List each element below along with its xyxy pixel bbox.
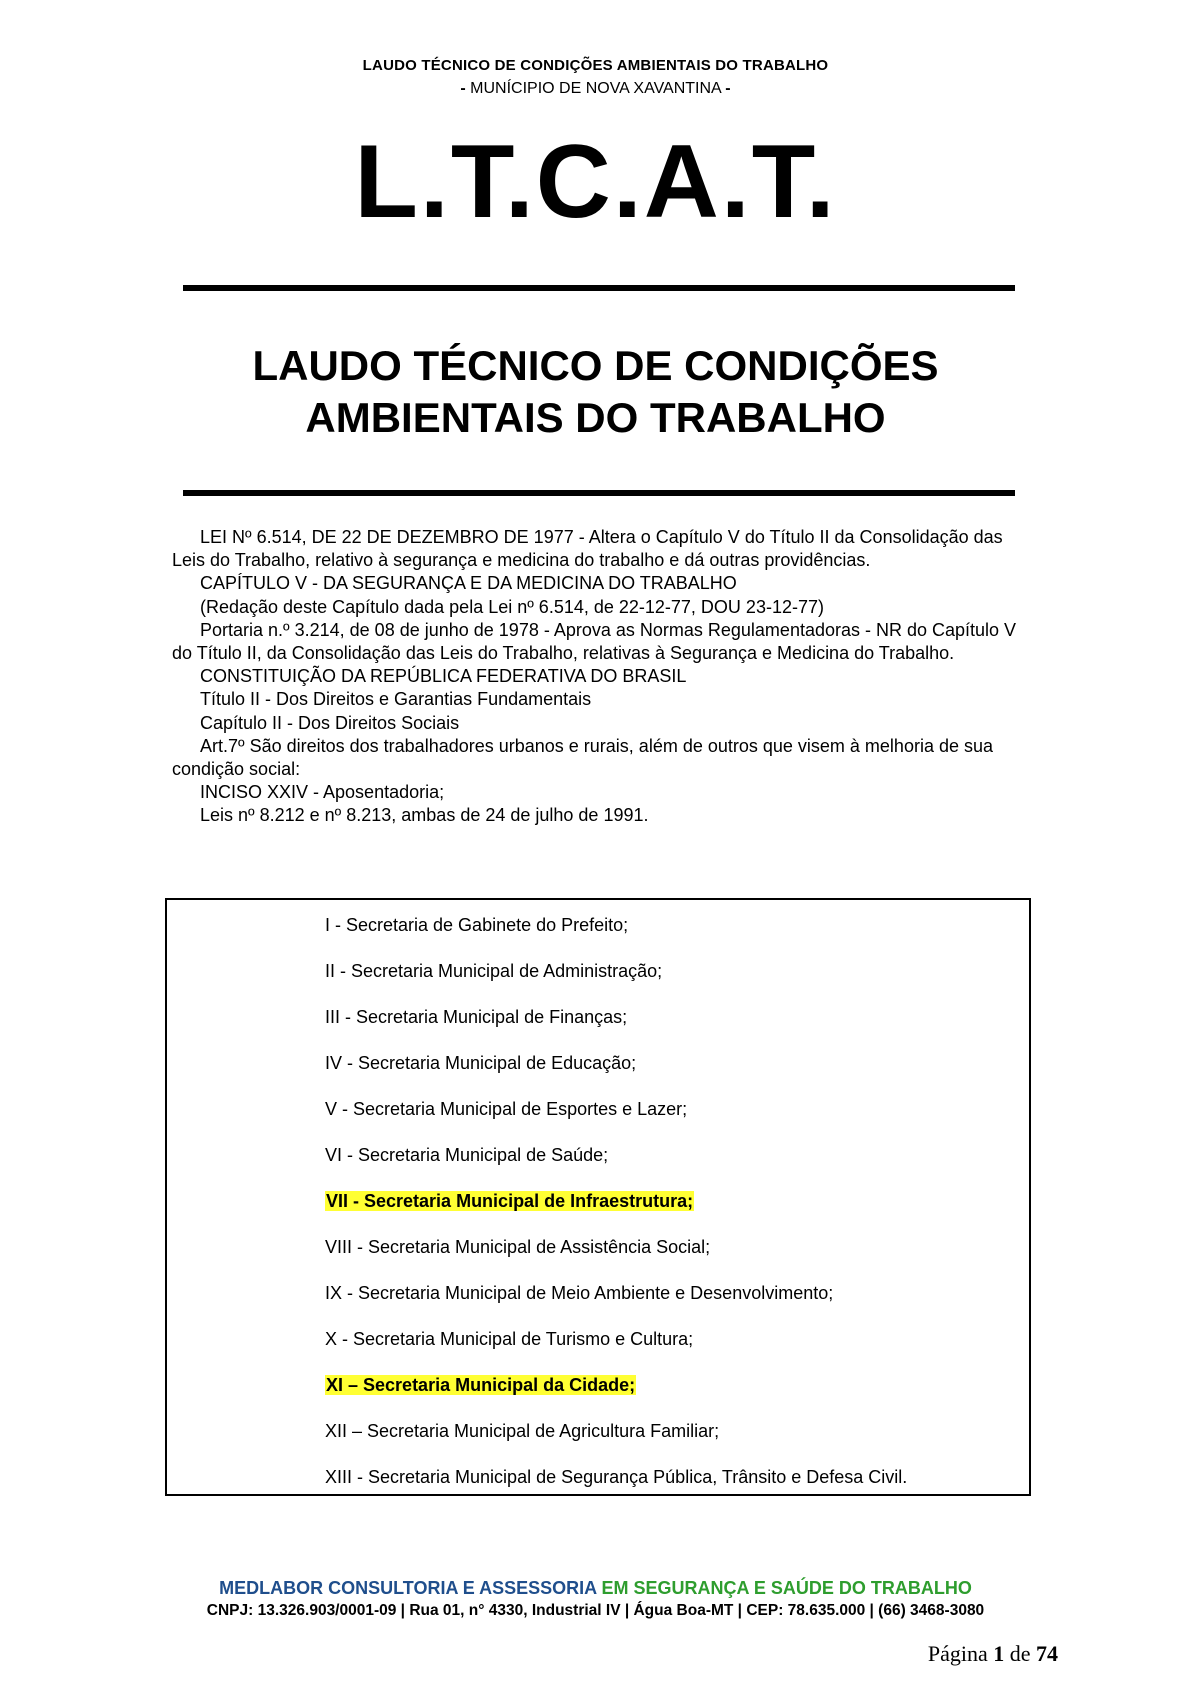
header-municipality xyxy=(0,80,1191,98)
legal-references xyxy=(172,526,1022,828)
secretaria-label: V - Secretaria Municipal de Esportes e Lazer; xyxy=(325,1099,688,1119)
list-item xyxy=(325,1466,907,1512)
footer-company-tagline: EM SEGURANÇA E SAÚDE DO TRABALHO xyxy=(596,1578,972,1598)
header-municipality-text: MUNÍCIPIO DE NOVA XAVANTINA xyxy=(465,80,726,97)
secretaria-label: IV - Secretaria Municipal de Educação; xyxy=(325,1053,637,1073)
page-total: 74 xyxy=(1036,1641,1058,1666)
legal-paragraph: LEI Nº 6.514, DE 22 DE DEZEMBRO DE 1977 - Altera o Capítulo V do Título II da Consolidação das Leis do Trabalho, relativo à segurança e medicina do trabalho e dá outras providências. xyxy=(172,527,1003,571)
subtitle-line-1: LAUDO TÉCNICO DE CONDIÇÕES xyxy=(252,342,939,389)
page-number xyxy=(928,1641,1058,1667)
footer-address: CNPJ: 13.326.903/0001-09 | Rua 01, n° 4330, Industrial IV | Água Boa-MT | CEP: 78.635.000 | (66) 3468-3080 xyxy=(206,1602,985,1619)
secretaria-label-highlighted: VII - Secretaria Municipal de Infraestrutura; xyxy=(326,1191,694,1211)
secretaria-label: I - Secretaria de Gabinete do Prefeito; xyxy=(325,915,629,935)
list-item xyxy=(325,1328,907,1374)
legal-paragraph: Leis nº 8.212 e nº 8.213, ambas de 24 de julho de 1991. xyxy=(200,805,649,826)
list-item-highlighted xyxy=(325,1190,907,1236)
legal-paragraph: Portaria n.º 3.214, de 08 de junho de 1978 - Aprova as Normas Regulamentadoras - NR do Capítulo V do Título II, da Consolidação das Leis do Trabalho, relativas à Segurança e Medicina do Trabalho. xyxy=(172,619,1017,664)
legal-paragraph: CONSTITUIÇÃO DA REPÚBLICA FEDERATIVA DO BRASIL xyxy=(200,666,687,687)
secretaria-label: III - Secretaria Municipal de Finanças; xyxy=(325,1007,628,1027)
list-item xyxy=(325,914,907,960)
secretaria-label: VIII - Secretaria Municipal de Assistência Social; xyxy=(325,1237,711,1257)
list-item xyxy=(325,1420,907,1466)
list-item xyxy=(325,1144,907,1190)
secretarias-list xyxy=(325,914,907,1512)
secretaria-label: VI - Secretaria Municipal de Saúde; xyxy=(325,1145,609,1165)
secretaria-label: XIII - Secretaria Municipal de Segurança Pública, Trânsito e Defesa Civil. xyxy=(325,1467,908,1487)
secretaria-label: XII – Secretaria Municipal de Agricultura Familiar; xyxy=(325,1421,720,1441)
secretaria-label-highlighted: XI – Secretaria Municipal da Cidade; xyxy=(326,1375,636,1395)
list-item xyxy=(325,1098,907,1144)
header-dash-right: - xyxy=(725,80,731,97)
secretaria-label: X - Secretaria Municipal de Turismo e Cultura; xyxy=(325,1329,694,1349)
legal-paragraph: Art.7º São direitos dos trabalhadores urbanos e rurais, além de outros que visem à melhoria de sua condição social: xyxy=(172,735,994,780)
legal-paragraph: Capítulo II - Dos Direitos Sociais xyxy=(200,712,460,733)
footer-company-name: MEDLABOR CONSULTORIA E ASSESSORIA xyxy=(219,1578,597,1598)
legal-paragraph: Título II - Dos Direitos e Garantias Fundamentais xyxy=(200,689,592,710)
secretarias-box xyxy=(165,898,1031,1496)
page-current: 1 xyxy=(993,1641,1005,1666)
secretaria-label: II - Secretaria Municipal de Administração; xyxy=(325,961,663,981)
legal-paragraph: CAPÍTULO V - DA SEGURANÇA E DA MEDICINA DO TRABALHO xyxy=(200,573,737,594)
legal-paragraph: INCISO XXIV - Aposentadoria; xyxy=(200,782,445,803)
header-title: LAUDO TÉCNICO DE CONDIÇÕES AMBIENTAIS DO TRABALHO xyxy=(362,57,829,74)
secretaria-label: IX - Secretaria Municipal de Meio Ambiente e Desenvolvimento; xyxy=(325,1283,834,1303)
document-main-title: L.T.C.A.T. xyxy=(354,124,837,240)
list-item xyxy=(325,1236,907,1282)
title-divider-top xyxy=(183,285,1015,291)
page-of-label: de xyxy=(1009,1641,1031,1666)
list-item xyxy=(325,960,907,1006)
list-item xyxy=(325,1282,907,1328)
document-subtitle xyxy=(0,340,1191,444)
subtitle-line-2: AMBIENTAIS DO TRABALHO xyxy=(305,394,886,441)
footer-company xyxy=(0,1578,1191,1599)
list-item xyxy=(325,1006,907,1052)
page-label: Página xyxy=(927,1641,988,1666)
title-divider-bottom xyxy=(183,490,1015,496)
list-item xyxy=(325,1052,907,1098)
list-item-highlighted xyxy=(325,1374,907,1420)
header-dash-left: - xyxy=(460,80,466,97)
legal-paragraph: (Redação deste Capítulo dada pela Lei nº 6.514, de 22-12-77, DOU 23-12-77) xyxy=(200,596,824,617)
